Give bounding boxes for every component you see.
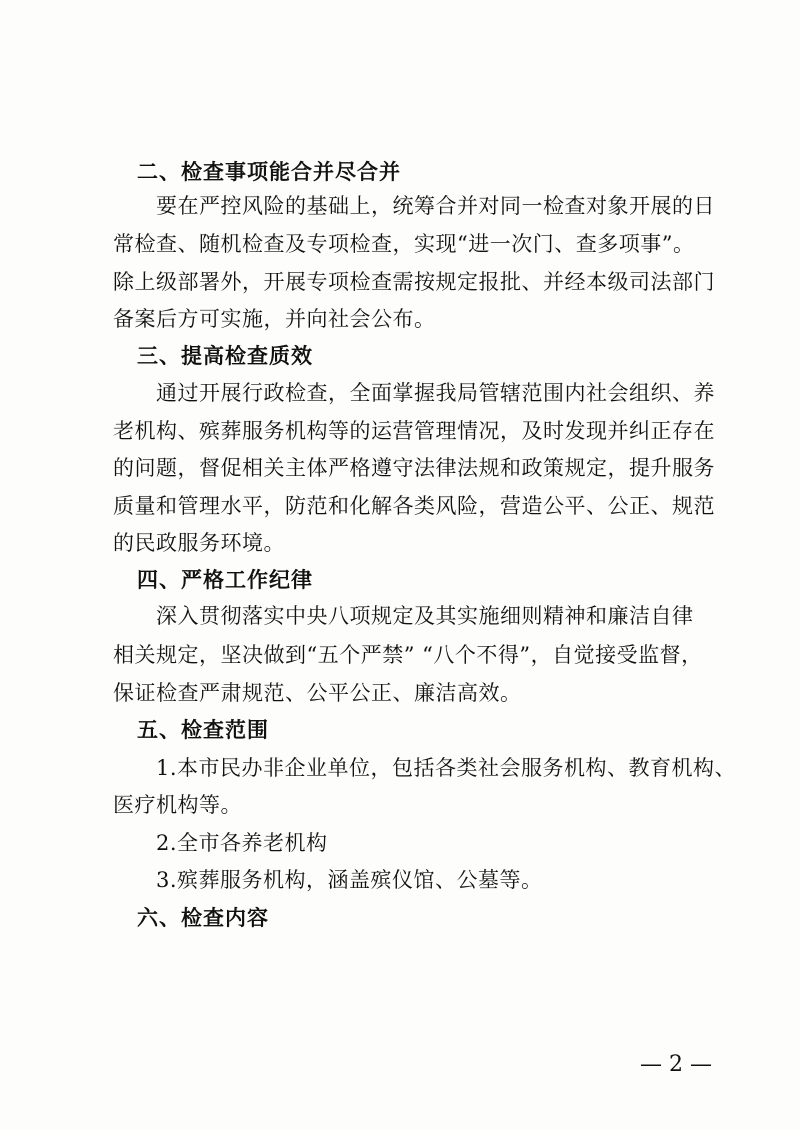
heading-section-2: 二、检查事项能合并尽合并 xyxy=(137,160,401,184)
heading-section-3: 三、提高检查质效 xyxy=(137,344,313,368)
section-2-line-4: 备案后方可实施，并向社会公布。 xyxy=(113,307,436,331)
page-number: — 2 — xyxy=(640,1052,712,1077)
section-3-line-5: 的民政服务环境。 xyxy=(113,531,285,555)
section-5-line-2: 医疗机构等。 xyxy=(113,793,242,817)
section-5-line-4: 3.殡葬服务机构，涵盖殡仪馆、公墓等。 xyxy=(156,868,543,892)
section-5-line-1: 1.本市民办非企业单位，包括各类社会服务机构、教育机构、 xyxy=(156,756,737,780)
section-2-line-3: 除上级部署外，开展专项检查需按规定报批、并经本级司法部门 xyxy=(113,270,715,294)
section-2-line-2: 常检查、随机检查及专项检查，实现“进一次门、查多项事”。 xyxy=(113,232,695,256)
heading-section-6: 六、检查内容 xyxy=(137,906,269,930)
heading-section-5: 五、检查范围 xyxy=(137,718,269,742)
heading-section-4: 四、严格工作纪律 xyxy=(137,568,313,592)
section-3-line-1: 通过开展行政检查，全面掌握我局管辖范围内社会组织、养 xyxy=(156,381,715,405)
section-3-line-3: 的问题，督促相关主体严格遵守法律法规和政策规定，提升服务 xyxy=(113,456,715,480)
section-3-line-4: 质量和管理水平，防范和化解各类风险，营造公平、公正、规范 xyxy=(113,494,715,518)
section-4-line-1: 深入贯彻落实中央八项规定及其实施细则精神和廉洁自律 xyxy=(156,604,694,628)
section-2-line-1: 要在严控风险的基础上，统筹合并对同一检查对象开展的日 xyxy=(156,194,715,218)
section-4-line-3: 保证检查严肃规范、公平公正、廉洁高效。 xyxy=(113,681,522,705)
section-3-line-2: 老机构、殡葬服务机构等的运营管理情况，及时发现并纠正存在 xyxy=(113,419,715,443)
section-4-line-2: 相关规定，坚决做到“五个严禁” “八个不得”，自觉接受监督， xyxy=(113,643,703,667)
section-5-line-3: 2.全市各养老机构 xyxy=(156,831,328,855)
